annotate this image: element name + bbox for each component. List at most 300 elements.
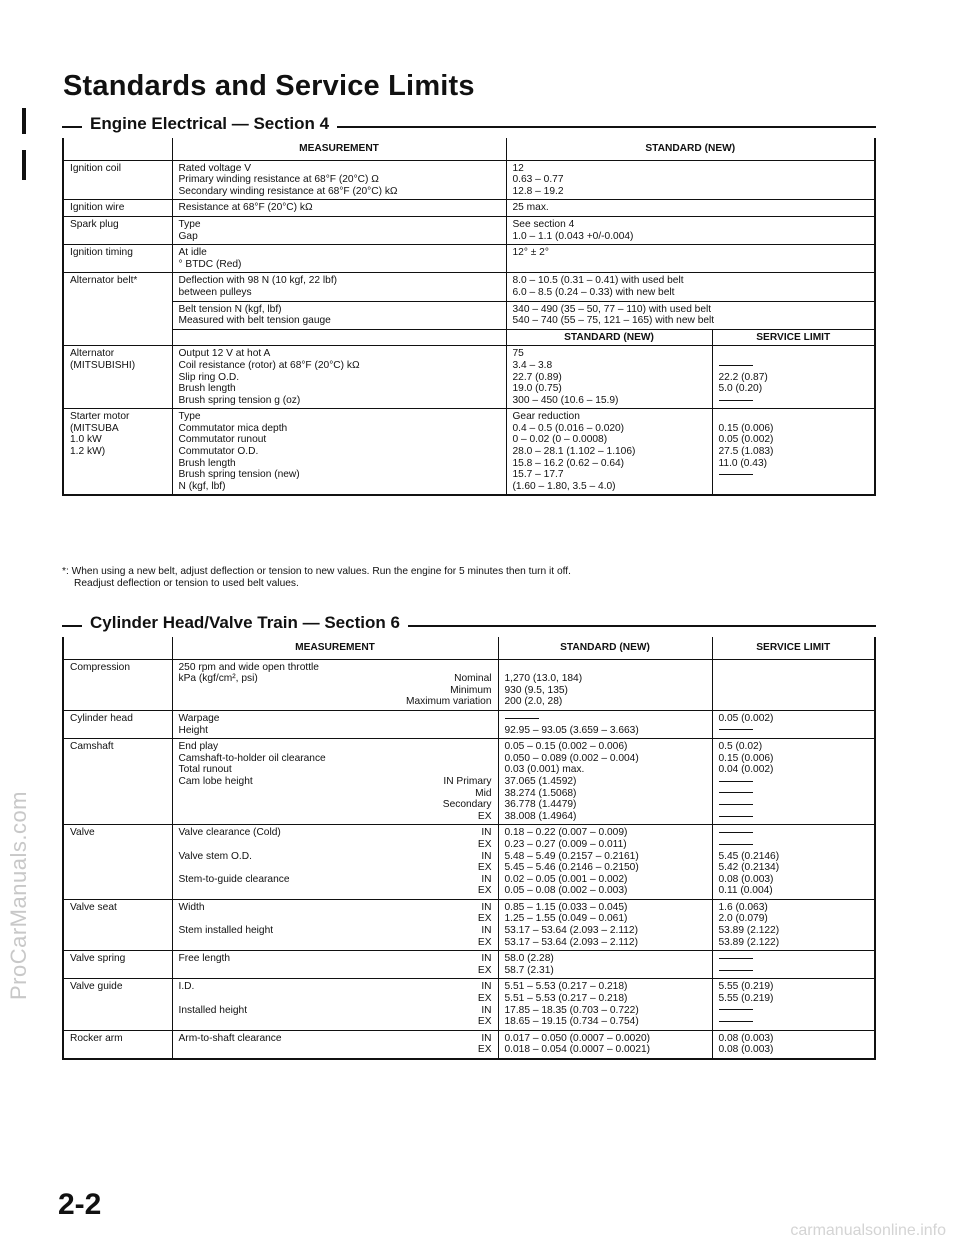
- watermark: ProCarManuals.com: [6, 790, 31, 1000]
- table-row: [64, 710, 874, 738]
- measurement-qualifier: EX: [477, 1044, 492, 1056]
- limit-cell: [712, 346, 874, 409]
- standard-line: 0.05 – 0.08 (0.002 – 0.003): [504, 885, 628, 897]
- row-label-line: (MITSUBISHI): [70, 359, 136, 371]
- standard-line: Gear reduction: [512, 411, 580, 423]
- limit-line: [719, 696, 869, 708]
- standard-line: 58.0 (2.28): [504, 953, 554, 965]
- limit-line: [719, 788, 869, 800]
- measurement-line: Brush length: [178, 457, 236, 469]
- measurement-text: Camshaft-to-holder oil clearance: [178, 752, 326, 764]
- measurement-qualifier: EX: [477, 993, 492, 1005]
- limit-line: [719, 827, 869, 839]
- limit-line: 5.0 (0.20): [718, 383, 763, 395]
- row-label: Ignition timing: [64, 245, 172, 273]
- table-row: [64, 1030, 874, 1058]
- limit-cell: [712, 739, 874, 825]
- measurement-line: [179, 874, 492, 886]
- standard-line: 8.0 – 10.5 (0.31 – 0.41) with used belt: [512, 275, 684, 287]
- standard-line: 37.065 (1.4592): [504, 775, 577, 787]
- table-row: [64, 346, 874, 409]
- measurement-qualifier: EX: [477, 810, 492, 822]
- standard-line: 200 (2.0, 28): [504, 696, 563, 708]
- measurement-line: ° BTDC (Red): [178, 258, 242, 270]
- limit-line: [719, 673, 869, 685]
- row-label-line: Starter motor: [70, 411, 130, 423]
- measurement-line: [179, 741, 492, 753]
- measurement-line: Deflection with 98 N (10 kgf, 22 lbf): [178, 275, 338, 287]
- limit-line: 53.89 (2.122): [718, 936, 780, 948]
- limit-line: 0.08 (0.003): [718, 1032, 774, 1044]
- page-number: 2-2: [58, 1188, 102, 1221]
- measurement-line: [179, 885, 492, 897]
- standard-cell: [506, 245, 874, 273]
- standard-line: 3.4 – 3.8: [512, 359, 553, 371]
- measurement-qualifier: EX: [477, 862, 492, 874]
- measurement-qualifier: Nominal: [454, 673, 492, 685]
- table-header-row: [64, 637, 874, 659]
- measurement-line: [179, 776, 492, 788]
- limit-cell: [712, 710, 874, 738]
- measurement-line: Rated voltage V: [178, 162, 251, 174]
- limit-line: [719, 685, 869, 697]
- limit-line: 0.08 (0.003): [718, 1044, 774, 1056]
- standard-line: 5.45 – 5.46 (0.2146 – 0.2150): [504, 862, 639, 874]
- standard-line: 1.25 – 1.55 (0.049 – 0.061): [504, 913, 628, 925]
- section-cylinder-head: [62, 613, 876, 1060]
- measurement-line: [179, 1016, 492, 1028]
- measurement-line: N (kgf, lbf): [178, 480, 226, 492]
- measurement-cell: [172, 346, 506, 409]
- measurement-qualifier: Secondary: [442, 799, 492, 811]
- measurement-qualifier: IN: [481, 925, 492, 937]
- dash-line: [719, 804, 753, 805]
- measurement-text: 250 rpm and wide open throttle: [178, 661, 319, 673]
- standard-line: 15.8 – 16.2 (0.62 – 0.64): [512, 457, 625, 469]
- standard-line: 0.018 – 0.054 (0.0007 – 0.0021): [504, 1044, 651, 1056]
- table-row: [64, 409, 874, 495]
- row-label: [64, 346, 172, 409]
- limit-line: 11.0 (0.43): [718, 457, 768, 469]
- sidebar-bar: [22, 108, 26, 134]
- limit-line: [719, 1005, 869, 1017]
- measurement-line: Primary winding resistance at 68°F (20°C) Ω: [178, 174, 379, 186]
- standard-cell: [506, 301, 874, 329]
- measurement-cell: [172, 739, 498, 825]
- limit-line: [719, 725, 869, 737]
- standard-line: 17.85 – 18.35 (0.703 – 0.722): [504, 1004, 639, 1016]
- measurement-qualifier: IN: [481, 873, 492, 885]
- table-row: [64, 951, 874, 979]
- measurement-line: [179, 902, 492, 914]
- measurement-line: [179, 1005, 492, 1017]
- measurement-qualifier: IN: [481, 981, 492, 993]
- header-measurement: MEASUREMENT: [172, 138, 506, 160]
- limit-cell: [712, 979, 874, 1030]
- limit-cell: [712, 899, 874, 950]
- measurement-cell: [172, 825, 498, 900]
- limit-line: 22.2 (0.87): [718, 371, 768, 383]
- limit-line: 27.5 (1.083): [718, 446, 774, 458]
- measurement-qualifier: EX: [477, 1016, 492, 1028]
- table-row: [64, 659, 874, 710]
- dash-line: [719, 400, 753, 401]
- standard-cell: [498, 1030, 712, 1058]
- row-label: [64, 409, 172, 495]
- standard-cell: [498, 739, 712, 825]
- measurement-text: Arm-to-shaft clearance: [178, 1032, 282, 1044]
- standard-line: 1.0 – 1.1 (0.043 +0/-0.004): [512, 230, 634, 242]
- limit-line: 5.55 (0.219): [718, 993, 774, 1005]
- standard-line: 0.050 – 0.089 (0.002 – 0.004): [504, 752, 639, 764]
- limit-line: 5.55 (0.219): [718, 981, 774, 993]
- limit-cell: [712, 825, 874, 900]
- measurement-line: [179, 965, 492, 977]
- standard-line: 1,270 (13.0, 184): [504, 673, 583, 685]
- standard-line: 0.02 – 0.05 (0.001 – 0.002): [504, 873, 628, 885]
- standard-line: 38.008 (1.4964): [504, 810, 577, 822]
- limit-line: 2.0 (0.079): [718, 913, 768, 925]
- measurement-qualifier: IN: [481, 1032, 492, 1044]
- header-limit: SERVICE LIMIT: [756, 642, 831, 653]
- measurement-line: [179, 753, 492, 765]
- measurement-line: Coil resistance (rotor) at 68°F (20°C) kΩ: [178, 359, 360, 371]
- standard-line: 38.274 (1.5068): [504, 787, 577, 799]
- limit-line: [719, 1016, 869, 1028]
- row-label: [64, 301, 172, 329]
- measurement-line: [179, 851, 492, 863]
- standard-line: 540 – 740 (55 – 75, 121 – 165) with new belt: [512, 315, 715, 327]
- measurement-qualifier: IN: [481, 827, 492, 839]
- subheader-row: [64, 329, 874, 346]
- section-title: Engine Electrical — Section 4: [82, 114, 337, 134]
- measurement-cell: [172, 273, 506, 301]
- row-label: Alternator belt*: [64, 273, 172, 301]
- row-label-line: 1.0 kW: [70, 434, 102, 446]
- limit-line: [719, 776, 869, 788]
- measurement-line: Resistance at 68°F (20°C) kΩ: [178, 202, 313, 214]
- standard-cell: [506, 273, 874, 301]
- standard-cell: [498, 825, 712, 900]
- measurement-cell: [172, 899, 498, 950]
- standard-line: 0.23 – 0.27 (0.009 – 0.011): [504, 838, 627, 850]
- standard-line: 12: [512, 162, 524, 174]
- row-label-line: 1.2 kW): [70, 446, 106, 458]
- row-label: Spark plug: [64, 216, 172, 244]
- limit-line: 0.05 (0.002): [718, 434, 774, 446]
- limit-line: 5.42 (0.2134): [718, 862, 780, 874]
- table-row: [64, 899, 874, 950]
- measurement-line: [179, 937, 492, 949]
- header-measurement: MEASUREMENT: [172, 637, 498, 659]
- measurement-line: [179, 788, 492, 800]
- limit-line: [719, 395, 869, 407]
- measurement-text: kPa (kgf/cm², psi): [178, 673, 258, 685]
- measurement-line: Output 12 V at hot A: [178, 348, 271, 360]
- measurement-cell: [172, 951, 498, 979]
- measurement-line: Commutator runout: [178, 434, 267, 446]
- footer-watermark: carmanualsonline.info: [790, 1222, 946, 1239]
- measurement-qualifier: IN: [481, 1004, 492, 1016]
- measurement-text: Height: [178, 724, 208, 736]
- subheader-blank: [64, 329, 172, 346]
- row-label: Camshaft: [64, 739, 172, 825]
- measurement-line: [179, 839, 492, 851]
- row-label: Ignition wire: [64, 200, 172, 217]
- row-label: Ignition coil: [64, 160, 172, 200]
- measurement-cell: [172, 301, 506, 329]
- measurement-text: Stem installed height: [178, 925, 274, 937]
- standard-line: 0.63 – 0.77: [512, 174, 564, 186]
- dash-line: [719, 1009, 753, 1010]
- standard-line: 92.95 – 93.05 (3.659 – 3.663): [504, 724, 639, 736]
- dash-line: [505, 718, 539, 719]
- standard-line: 36.778 (1.4479): [504, 799, 577, 811]
- dash-line: [719, 365, 753, 366]
- measurement-line: Brush length: [178, 383, 236, 395]
- table-row: [64, 216, 874, 244]
- row-label: Valve guide: [64, 979, 172, 1030]
- section-title: Cylinder Head/Valve Train — Section 6: [82, 613, 408, 633]
- table-row: [64, 273, 874, 301]
- measurement-line: [179, 1044, 492, 1056]
- measurement-cell: [172, 659, 498, 710]
- limit-line: 53.89 (2.122): [718, 925, 780, 937]
- header-blank: [64, 637, 172, 659]
- limit-line: [719, 965, 869, 977]
- limit-line: [719, 799, 869, 811]
- measurement-line: Commutator mica depth: [178, 422, 288, 434]
- measurement-qualifier: EX: [477, 936, 492, 948]
- measurement-line: Gap: [178, 230, 198, 242]
- measurement-text: Width: [178, 901, 205, 913]
- dash-line: [719, 1021, 753, 1022]
- limit-line: 0.05 (0.002): [718, 712, 774, 724]
- limit-line: 0.08 (0.003): [718, 873, 774, 885]
- measurement-text: Stem-to-guide clearance: [178, 873, 290, 885]
- table-row: [64, 245, 874, 273]
- standard-cell: [498, 979, 712, 1030]
- standard-line: 22.7 (0.89): [512, 371, 562, 383]
- measurement-line: At idle: [178, 247, 207, 259]
- standard-cell: [506, 160, 874, 200]
- header-blank: [64, 138, 172, 160]
- measurement-cell: [172, 216, 506, 244]
- limit-line: [719, 839, 869, 851]
- measurement-line: [179, 1033, 492, 1045]
- row-label: Valve seat: [64, 899, 172, 950]
- measurement-line: [179, 685, 492, 697]
- measurement-line: [179, 862, 492, 874]
- table-row: [64, 979, 874, 1030]
- limit-line: [719, 469, 869, 481]
- subheader-standard: STANDARD (NEW): [506, 329, 712, 346]
- measurement-qualifier: IN: [481, 901, 492, 913]
- standard-line: 0.017 – 0.050 (0.0007 – 0.0020): [504, 1032, 651, 1044]
- measurement-line: [179, 725, 492, 737]
- standard-line: 53.17 – 53.64 (2.093 – 2.112): [504, 936, 638, 948]
- dash-line: [719, 474, 753, 475]
- standard-line: 12° ± 2°: [512, 247, 549, 259]
- dash-line: [719, 958, 753, 959]
- limit-cell: [712, 1030, 874, 1058]
- standard-line: 19.0 (0.75): [512, 383, 562, 395]
- standard-line: 25 max.: [512, 202, 549, 214]
- measurement-text: Total runout: [178, 764, 232, 776]
- limit-line: [719, 348, 869, 360]
- standard-line: 0.18 – 0.22 (0.007 – 0.009): [504, 827, 628, 839]
- measurement-cell: [172, 160, 506, 200]
- measurement-line: Slip ring O.D.: [178, 371, 240, 383]
- limit-line: [719, 953, 869, 965]
- measurement-line: Type: [178, 218, 201, 230]
- standard-cell: [498, 899, 712, 950]
- standard-line: 28.0 – 28.1 (1.102 – 1.106): [512, 446, 636, 458]
- standard-line: See section 4: [512, 218, 575, 230]
- measurement-line: Brush spring tension g (oz): [178, 394, 301, 406]
- dash-line: [719, 970, 753, 971]
- limit-cell: [712, 951, 874, 979]
- measurement-text: Valve clearance (Cold): [178, 827, 281, 839]
- measurement-line: Type: [178, 411, 201, 423]
- standard-cell: [498, 659, 712, 710]
- limit-line: [719, 811, 869, 823]
- row-label: Cylinder head: [64, 710, 172, 738]
- measurement-text: Cam lobe height: [178, 775, 253, 787]
- dash-line: [719, 781, 753, 782]
- measurement-line: Commutator O.D.: [178, 446, 259, 458]
- footnote-line: *: When using a new belt, adjust deflection or tension to new values. Run the engine for 5 minutes then turn it off.: [62, 566, 571, 577]
- standard-line: (1.60 – 1.80, 3.5 – 4.0): [512, 480, 616, 492]
- limit-line: [719, 411, 869, 423]
- measurement-qualifier: IN: [481, 953, 492, 965]
- header-standard: STANDARD (NEW): [645, 143, 736, 154]
- measurement-text: Valve stem O.D.: [178, 850, 252, 862]
- row-label: Valve: [64, 825, 172, 900]
- standard-line: 340 – 490 (35 – 50, 77 – 110) with used belt: [512, 303, 712, 315]
- standard-line: 0.03 (0.001) max.: [504, 764, 585, 776]
- measurement-line: Belt tension N (kgf, lbf): [178, 303, 282, 315]
- measurement-line: [179, 953, 492, 965]
- standard-line: 58.7 (2.31): [504, 964, 554, 976]
- standard-line: 12.8 – 19.2: [512, 185, 564, 197]
- table-header-row: [64, 138, 874, 160]
- standard-line: 0.05 – 0.15 (0.002 – 0.006): [504, 741, 628, 753]
- measurement-cell: [172, 409, 506, 495]
- engine-electrical-table: [64, 138, 874, 494]
- table-row: [64, 200, 874, 217]
- subheader-blank: [172, 329, 506, 346]
- subheader-limit: SERVICE LIMIT: [712, 329, 874, 346]
- limit-line: 5.45 (0.2146): [718, 850, 780, 862]
- row-label: Rocker arm: [64, 1030, 172, 1058]
- measurement-qualifier: EX: [477, 964, 492, 976]
- standard-line: 0.4 – 0.5 (0.016 – 0.020): [512, 422, 625, 434]
- measurement-qualifier: IN Primary: [443, 775, 492, 787]
- limit-line: 0.15 (0.006): [718, 422, 774, 434]
- standard-line: 930 (9.5, 135): [504, 684, 568, 696]
- limit-line: 0.11 (0.004): [718, 885, 773, 897]
- standard-line: 53.17 – 53.64 (2.093 – 2.112): [504, 925, 638, 937]
- limit-line: 0.15 (0.006): [718, 752, 774, 764]
- standard-cell: [506, 216, 874, 244]
- measurement-qualifier: EX: [477, 838, 492, 850]
- standard-line: 18.65 – 19.15 (0.734 – 0.754): [504, 1016, 639, 1028]
- standard-cell: [506, 409, 712, 495]
- footnote-line: Readjust deflection or tension to used belt values.: [74, 578, 299, 589]
- table-row: [64, 825, 874, 900]
- row-label-line: Alternator: [70, 348, 115, 360]
- measurement-line: [179, 913, 492, 925]
- measurement-line: [179, 662, 492, 674]
- sidebar-bar: [22, 150, 26, 180]
- measurement-text: Free length: [178, 953, 231, 965]
- dash-line: [719, 816, 753, 817]
- standard-line: [505, 662, 706, 674]
- measurement-line: [179, 799, 492, 811]
- limit-line: [719, 481, 869, 493]
- limit-cell: [712, 659, 874, 710]
- measurement-line: [179, 925, 492, 937]
- page-title: Standards and Service Limits: [63, 70, 475, 102]
- measurement-text: End play: [178, 741, 219, 753]
- dash-line: [719, 792, 753, 793]
- measurement-line: [179, 811, 492, 823]
- standard-line: [505, 713, 706, 725]
- dash-line: [719, 844, 753, 845]
- table-row: [64, 739, 874, 825]
- standard-line: 5.48 – 5.49 (0.2157 – 0.2161): [504, 850, 639, 862]
- measurement-text: Warpage: [178, 712, 220, 724]
- limit-line: 0.04 (0.002): [718, 764, 774, 776]
- dash-line: [719, 832, 753, 833]
- measurement-line: Secondary winding resistance at 68°F (20°C) kΩ: [178, 185, 398, 197]
- measurement-line: [179, 764, 492, 776]
- measurement-qualifier: EX: [477, 885, 492, 897]
- standard-line: 75: [512, 348, 524, 360]
- standard-cell: [506, 346, 712, 409]
- measurement-line: [179, 696, 492, 708]
- standard-line: 300 – 450 (10.6 – 15.9): [512, 394, 619, 406]
- standard-line: 5.51 – 5.53 (0.217 – 0.218): [504, 993, 628, 1005]
- measurement-line: Measured with belt tension gauge: [178, 315, 331, 327]
- measurement-cell: [172, 200, 506, 217]
- standard-cell: [498, 710, 712, 738]
- measurement-line: [179, 993, 492, 1005]
- measurement-line: [179, 673, 492, 685]
- measurement-line: [179, 981, 492, 993]
- measurement-line: Brush spring tension (new): [178, 469, 300, 481]
- measurement-qualifier: Mid: [475, 787, 492, 799]
- limit-line: [719, 360, 869, 372]
- standard-line: 0.85 – 1.15 (0.033 – 0.045): [504, 901, 628, 913]
- row-label-line: (MITSUBA: [70, 422, 119, 434]
- standard-line: 0 – 0.02 (0 – 0.0008): [512, 434, 608, 446]
- cylinder-head-table: [64, 637, 874, 1058]
- measurement-qualifier: IN: [481, 850, 492, 862]
- limit-line: [719, 662, 869, 674]
- measurement-cell: [172, 979, 498, 1030]
- table-row: [64, 160, 874, 200]
- section-engine-electrical: [62, 114, 876, 496]
- limit-line: 1.6 (0.063): [718, 901, 768, 913]
- footnote: [62, 566, 571, 590]
- header-standard: STANDARD (NEW): [498, 637, 712, 659]
- standard-line: 6.0 – 8.5 (0.24 – 0.33) with new belt: [512, 286, 675, 298]
- standard-cell: [506, 200, 874, 217]
- measurement-line: [179, 713, 492, 725]
- dash-line: [719, 729, 753, 730]
